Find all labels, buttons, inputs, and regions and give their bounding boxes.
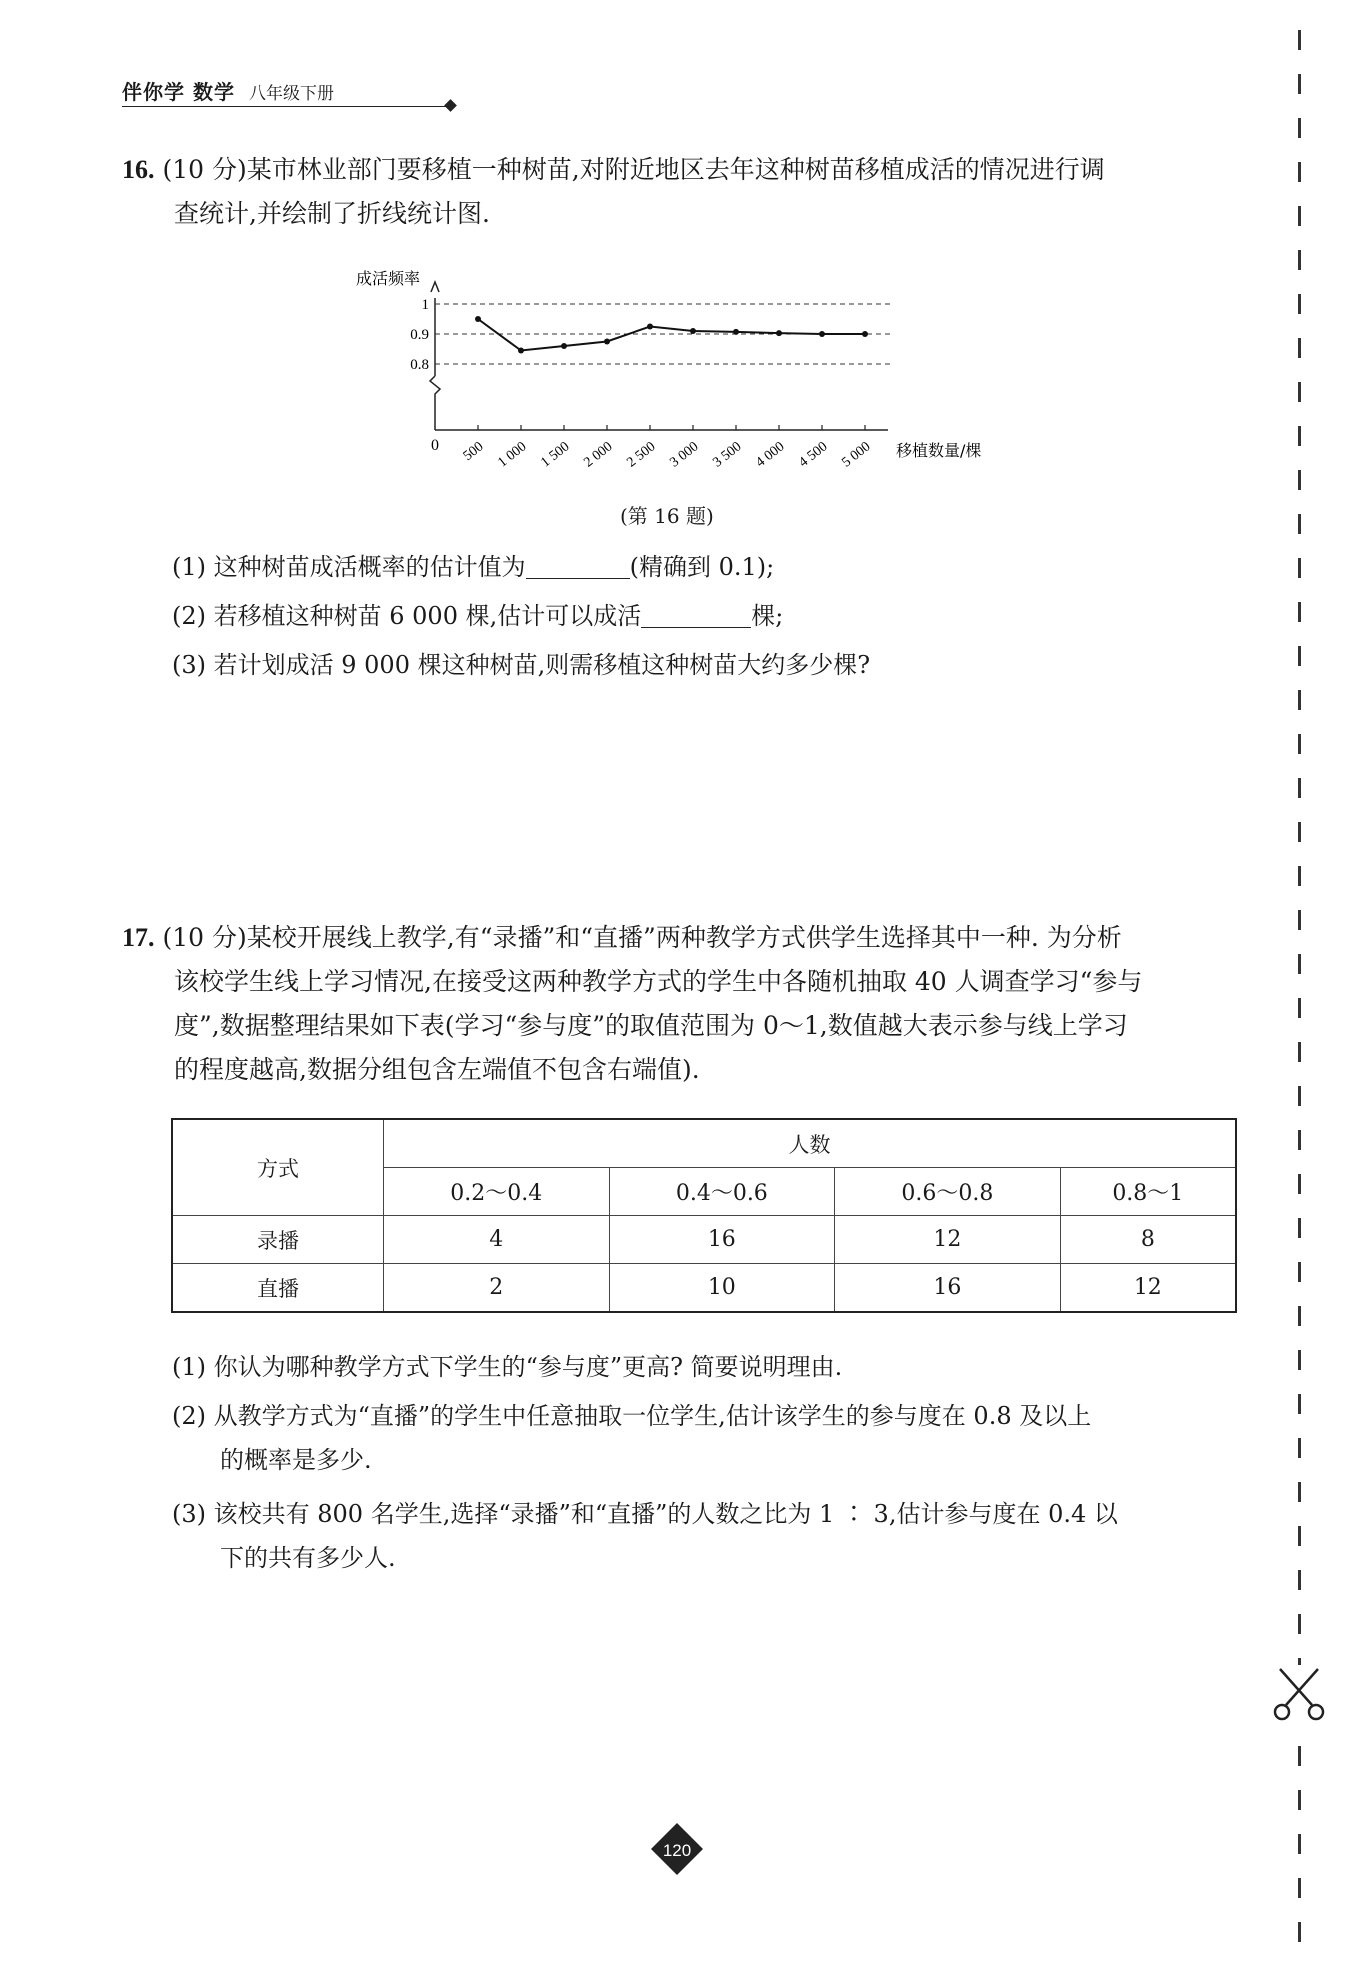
header-grade: 八年级下册 <box>248 84 334 104</box>
question-16-line-2: 查统计,并绘制了折线统计图. <box>174 199 490 228</box>
part-1-text: (1) 这种树苗成活概率的估计值为 <box>172 553 526 581</box>
chart-x-tick-label: 4 500 <box>796 439 831 471</box>
chart-x-tick-label: 500 <box>460 439 487 465</box>
chart-y-tick-label: 0.8 <box>410 357 429 373</box>
chart-data-point <box>518 348 524 354</box>
question-16-line-1: (10 分)某市林业部门要移植一种树苗,对附近地区去年这种树苗移植成活的情况进行调 <box>162 155 1105 184</box>
part-2-text: (2) 若移植这种树苗 6 000 棵,估计可以成活 <box>172 602 642 630</box>
chart-x-tick-label: 3 500 <box>710 439 745 471</box>
chart-x-tick-label: 5 000 <box>839 439 874 471</box>
question-17-part-2 <box>172 1394 1242 1482</box>
part-2-suffix: 棵; <box>751 602 784 630</box>
chart-x-tick-label: 2 000 <box>581 439 616 471</box>
chart-x-tick-label: 4 000 <box>753 439 788 471</box>
table-column-header: 0.4～0.6 <box>609 1168 835 1216</box>
scissors-icon <box>1270 1665 1328 1725</box>
chart-x-tick-label: 1 000 <box>495 439 530 471</box>
question-17-part-3 <box>172 1492 1242 1580</box>
question-17-line-1: (10 分)某校开展线上教学,有“录播”和“直播”两种教学方式供学生选择其中一种. 为分析 <box>162 923 1122 952</box>
table-column-header: 0.6～0.8 <box>835 1168 1061 1216</box>
table-column-header: 0.2～0.4 <box>384 1168 610 1216</box>
part-3-line-2: 下的共有多少人. <box>220 1544 396 1572</box>
chart-y-tick-label: 0.9 <box>410 327 429 343</box>
answer-blank-2[interactable] <box>641 599 751 628</box>
question-17-line-4: 的程度越高,数据分组包含左端值不包含右端值). <box>174 1055 700 1084</box>
chart-x-tick-label: 3 000 <box>667 439 702 471</box>
chart-data-point <box>647 324 653 330</box>
chart-y-axis-break <box>430 376 440 430</box>
question-16-part-3: (3) 若计划成活 9 000 棵这种树苗,则需移植这种树苗大约多少棵? <box>172 651 871 679</box>
question-17-part-1: (1) 你认为哪种教学方式下学生的“参与度”更高? 简要说明理由. <box>172 1353 843 1381</box>
chart-data-point <box>604 339 610 345</box>
question-17 <box>122 916 1237 1092</box>
chart-data-point <box>690 328 696 334</box>
chart-data-point <box>776 330 782 336</box>
question-16-part-1 <box>172 545 1242 589</box>
header-diamond-icon <box>444 99 457 112</box>
page-number-diamond-icon <box>650 1822 704 1876</box>
chart-x-axis-label: 移植数量/棵 <box>896 441 982 460</box>
chart-x-tick-label: 1 500 <box>538 439 573 471</box>
question-16 <box>122 148 1237 236</box>
chart-data-point <box>862 331 868 337</box>
question-number: 17. <box>122 923 155 952</box>
page-number: 120 <box>662 1841 692 1860</box>
table-group-header: 人数 <box>384 1119 1237 1168</box>
chart-y-axis-label: 成活频率 <box>355 269 420 288</box>
table-cell: 10 <box>609 1264 835 1313</box>
participation-table <box>171 1118 1237 1313</box>
table-row <box>172 1264 1236 1313</box>
header-brand: 伴你学 数学 <box>122 80 235 104</box>
chart-x-tick-label: 2 500 <box>624 439 659 471</box>
part-2-line-1: (2) 从教学方式为“直播”的学生中任意抽取一位学生,估计该学生的参与度在 0.8 及以上 <box>172 1402 1092 1430</box>
answer-blank-1[interactable] <box>526 550 630 579</box>
part-1-suffix: (精确到 0.1); <box>629 553 775 581</box>
question-17-line-2: 该校学生线上学习情况,在接受这两种教学方式的学生中各随机抽取 40 人调查学习“参与 <box>174 967 1143 996</box>
page-number-badge <box>650 1822 704 1876</box>
table-cell: 12 <box>835 1216 1061 1264</box>
table-column-header: 0.8～1 <box>1060 1168 1236 1216</box>
table-row <box>172 1216 1236 1264</box>
part-2-line-2: 的概率是多少. <box>220 1446 372 1474</box>
table-cell: 8 <box>1060 1216 1236 1264</box>
chart-y-axis-arrow-icon <box>431 282 439 292</box>
table-cell: 12 <box>1060 1264 1236 1313</box>
chart-origin-label: 0 <box>431 437 439 454</box>
question-17-line-3: 度”,数据整理结果如下表(学习“参与度”的取值范围为 0～1,数值越大表示参与线上学习 <box>174 1011 1128 1040</box>
table-row-label: 录播 <box>172 1216 384 1264</box>
header-rule <box>122 106 450 107</box>
table-cell: 16 <box>609 1216 835 1264</box>
page-header <box>122 76 502 110</box>
survival-frequency-line-chart <box>340 258 1020 478</box>
chart-caption: (第 16 题) <box>620 504 714 528</box>
part-3-line-1: (3) 该校共有 800 名学生,选择“录播”和“直播”的人数之比为 1 ∶ 3,估计参与度在 0.4 以 <box>172 1500 1118 1528</box>
table-corner-header: 方式 <box>172 1119 384 1216</box>
question-16-part-2 <box>172 594 1242 638</box>
table-cell: 4 <box>384 1216 610 1264</box>
chart-data-point <box>475 316 481 322</box>
table-cell: 16 <box>835 1264 1061 1313</box>
question-number: 16. <box>122 155 155 184</box>
table-cell: 2 <box>384 1264 610 1313</box>
chart-data-point <box>561 343 567 349</box>
chart-data-point <box>819 331 825 337</box>
chart-data-point <box>733 329 739 335</box>
chart-y-tick-label: 1 <box>421 297 429 313</box>
chart-series-line <box>478 319 865 351</box>
table-row-label: 直播 <box>172 1264 384 1313</box>
